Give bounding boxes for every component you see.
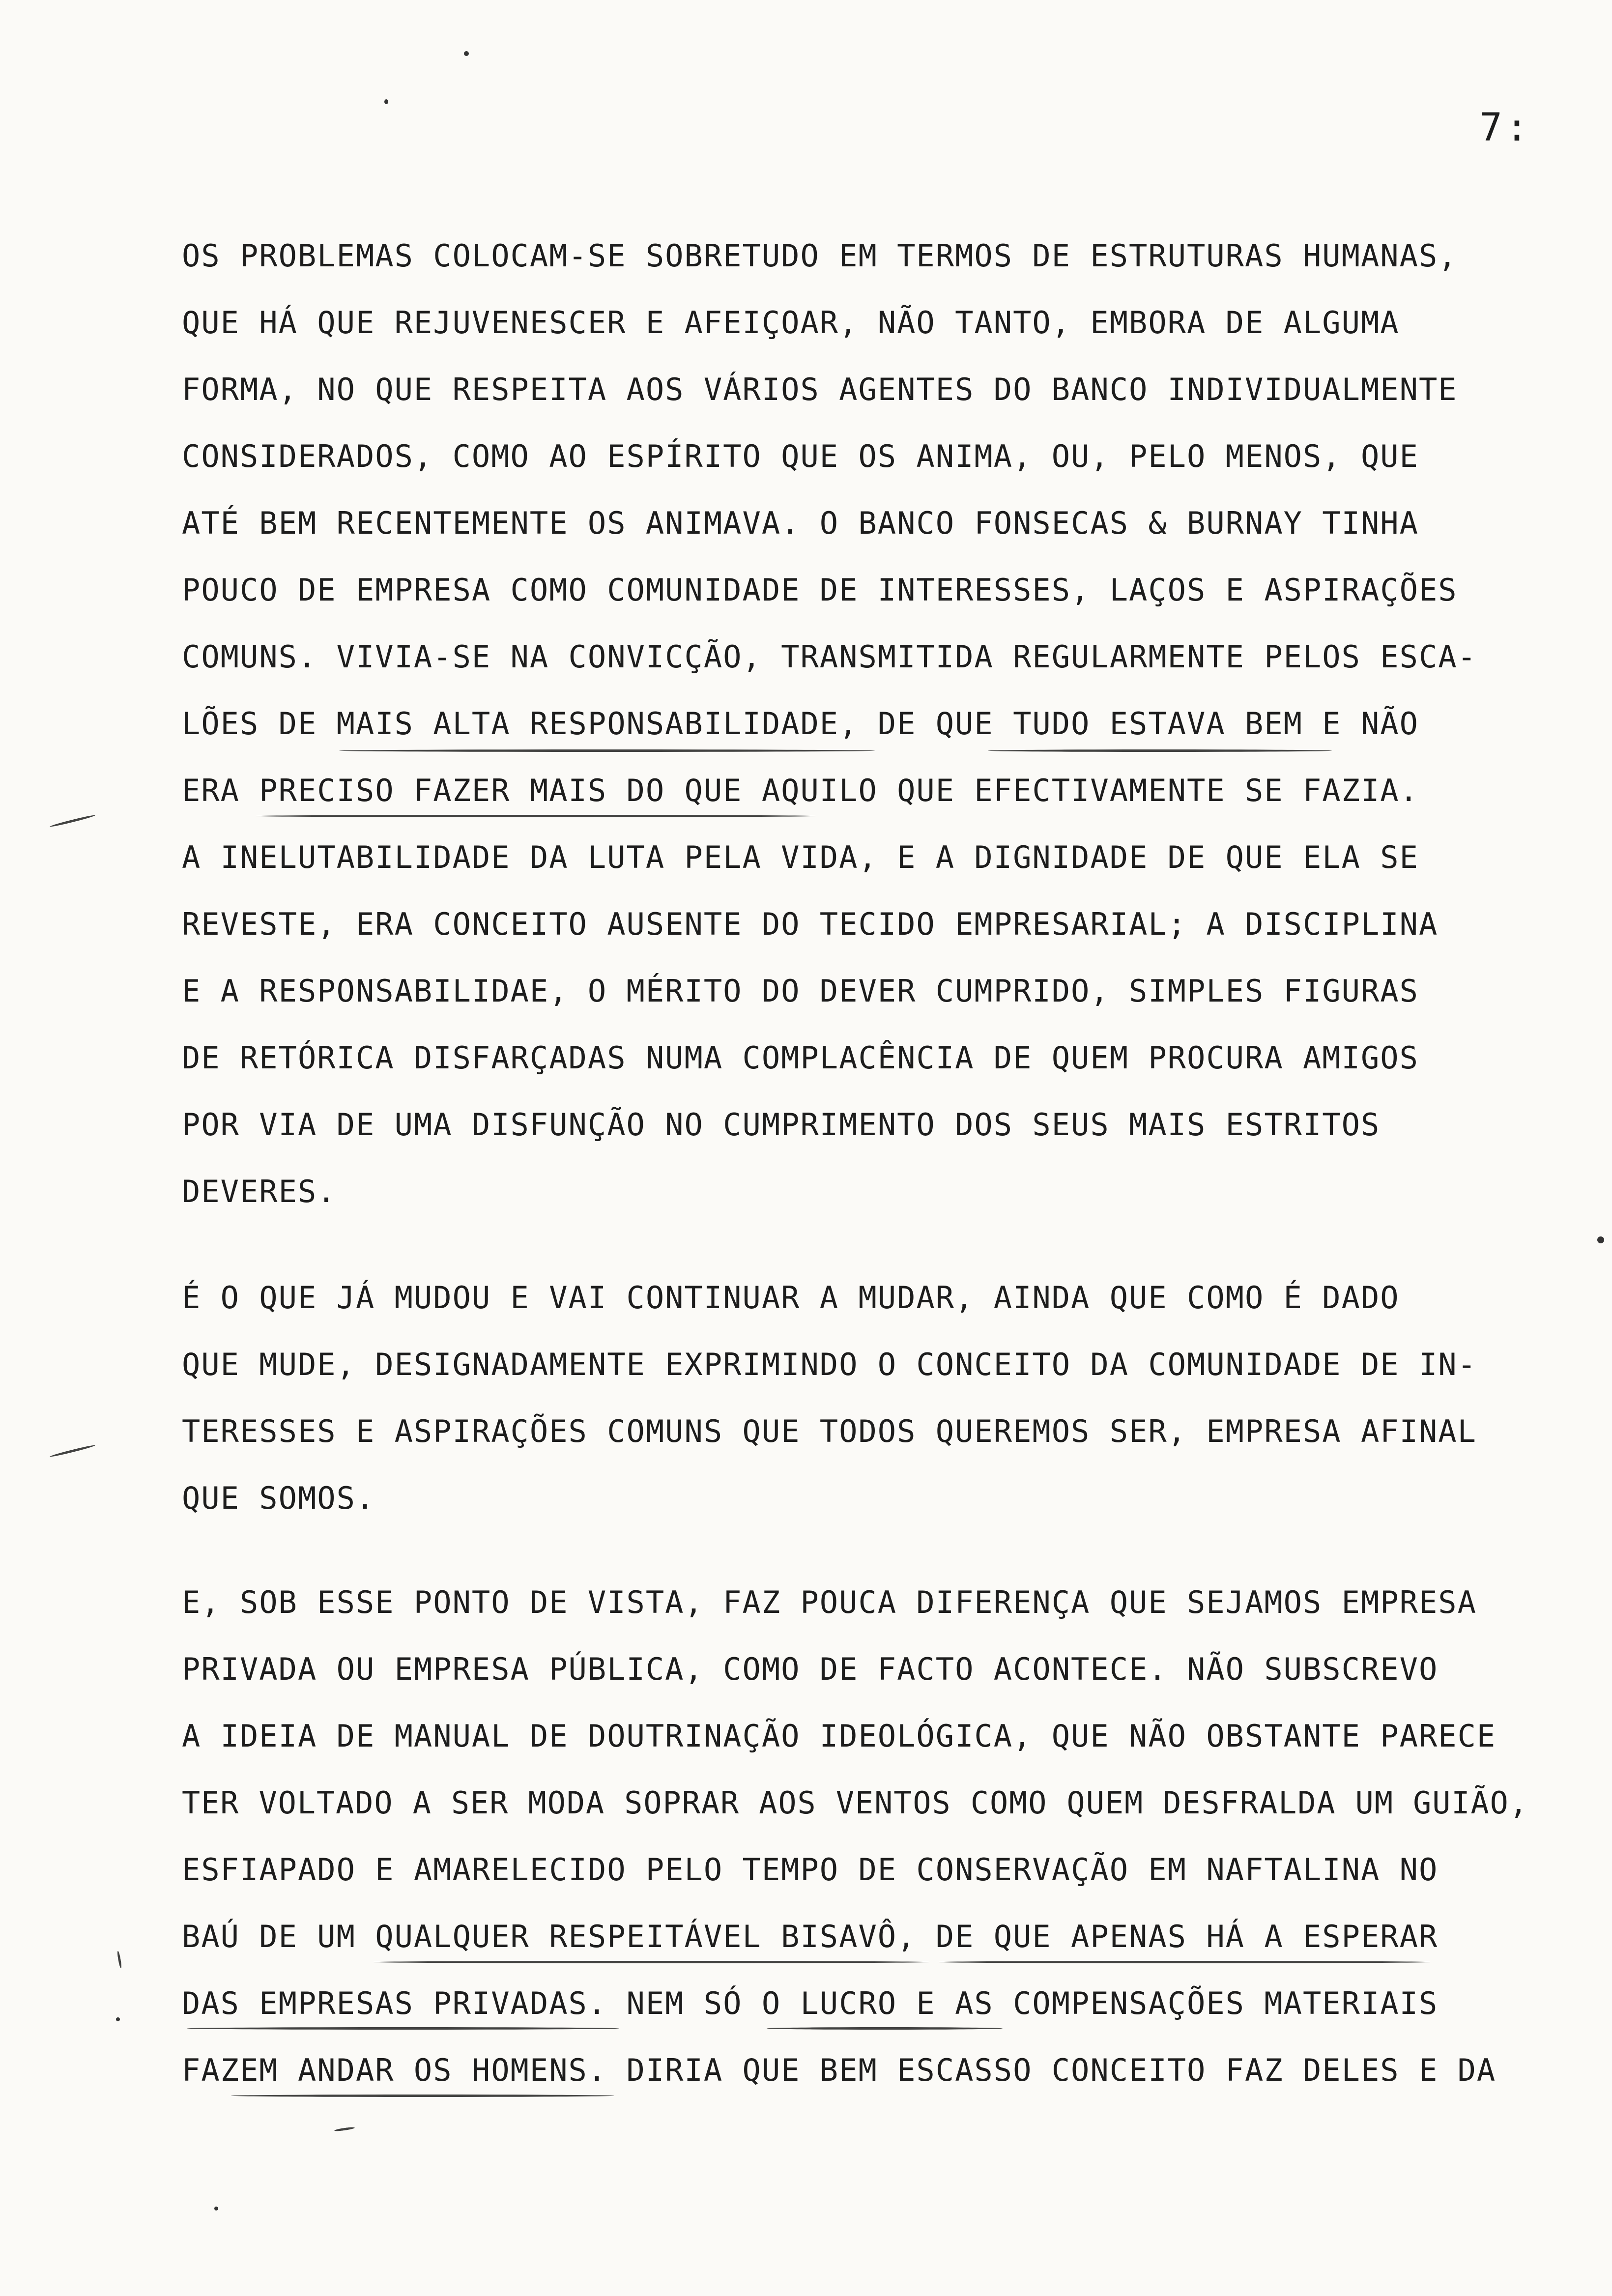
handwritten-underline — [231, 2095, 614, 2097]
text-line: E, SOB ESSE PONTO DE VISTA, FAZ POUCA DIFERENÇA QUE SEJAMOS EMPRESA — [182, 1584, 1477, 1620]
text-line: TERESSES E ASPIRAÇÕES COMUNS QUE TODOS QUEREMOS SER, EMPRESA AFINAL — [182, 1413, 1477, 1449]
text-line: É O QUE JÁ MUDOU E VAI CONTINUAR A MUDAR, AINDA QUE COMO É DADO — [182, 1280, 1400, 1316]
margin-mark — [50, 1444, 95, 1458]
handwritten-underline — [256, 815, 816, 817]
handwritten-underline — [939, 1961, 1430, 1963]
page-number: 7: — [1479, 106, 1531, 150]
text-line: REVESTE, ERA CONCEITO AUSENTE DO TECIDO EMPRESARIAL; A DISCIPLINA — [182, 906, 1439, 942]
handwritten-underline — [187, 2027, 619, 2030]
handwritten-underline — [767, 2027, 1003, 2030]
speck — [464, 51, 469, 56]
text-line: ATÉ BEM RECENTEMENTE OS ANIMAVA. O BANCO FONSECAS & BURNAY TINHA — [182, 505, 1419, 541]
text-line: DAS EMPRESAS PRIVADAS. NEM SÓ O LUCRO E AS COMPENSAÇÕES MATERIAIS — [182, 1985, 1439, 2021]
text-line: PRIVADA OU EMPRESA PÚBLICA, COMO DE FACTO ACONTECE. NÃO SUBSCREVO — [182, 1651, 1439, 1687]
text-line: ERA PRECISO FAZER MAIS DO QUE AQUILO QUE EFECTIVAMENTE SE FAZIA. — [182, 773, 1419, 808]
text-line: POUCO DE EMPRESA COMO COMUNIDADE DE INTERESSES, LAÇOS E ASPIRAÇÕES — [182, 572, 1458, 608]
margin-mark — [334, 2126, 355, 2132]
text-line: DEVERES. — [182, 1174, 337, 1209]
speck — [116, 2017, 120, 2021]
text-line: DE RETÓRICA DISFARÇADAS NUMA COMPLACÊNCIA DE QUEM PROCURA AMIGOS — [182, 1040, 1419, 1076]
text-line: COMUNS. VIVIA-SE NA CONVICÇÃO, TRANSMITIDA REGULARMENTE PELOS ESCA- — [182, 639, 1477, 675]
text-line: A INELUTABILIDADE DA LUTA PELA VIDA, E A DIGNIDADE DE QUE ELA SE — [182, 839, 1419, 875]
text-line: A IDEIA DE MANUAL DE DOUTRINAÇÃO IDEOLÓGICA, QUE NÃO OBSTANTE PARECE — [182, 1718, 1497, 1754]
margin-mark — [116, 1951, 122, 1968]
text-line: QUE HÁ QUE REJUVENESCER E AFEIÇOAR, NÃO TANTO, EMBORA DE ALGUMA — [182, 305, 1400, 341]
margin-mark — [50, 814, 95, 828]
text-line: TER VOLTADO A SER MODA SOPRAR AOS VENTOS COMO QUEM DESFRALDA UM GUIÃO, — [182, 1785, 1528, 1821]
text-line: QUE SOMOS. — [182, 1480, 375, 1516]
text-line: ESFIAPADO E AMARELECIDO PELO TEMPO DE CONSERVAÇÃO EM NAFTALINA NO — [182, 1852, 1439, 1888]
text-line: E A RESPONSABILIDAE, O MÉRITO DO DEVER CUMPRIDO, SIMPLES FIGURAS — [182, 973, 1419, 1009]
speck — [214, 2207, 218, 2210]
handwritten-underline — [374, 1961, 929, 1963]
speck — [1597, 1236, 1604, 1243]
text-line: POR VIA DE UMA DISFUNÇÃO NO CUMPRIMENTO DOS SEUS MAIS ESTRITOS — [182, 1107, 1381, 1143]
text-line: FAZEM ANDAR OS HOMENS. DIRIA QUE BEM ESCASSO CONCEITO FAZ DELES E DA — [182, 2052, 1497, 2088]
text-line: OS PROBLEMAS COLOCAM-SE SOBRETUDO EM TERMOS DE ESTRUTURAS HUMANAS, — [182, 238, 1458, 274]
text-line: CONSIDERADOS, COMO AO ESPÍRITO QUE OS ANIMA, OU, PELO MENOS, QUE — [182, 438, 1419, 474]
handwritten-underline — [339, 749, 875, 752]
text-line: LÕES DE MAIS ALTA RESPONSABILIDADE, DE QUE TUDO ESTAVA BEM E NÃO — [182, 706, 1419, 742]
text-line: QUE MUDE, DESIGNADAMENTE EXPRIMINDO O CONCEITO DA COMUNIDADE DE IN- — [182, 1347, 1477, 1382]
speck — [384, 99, 388, 104]
text-line: BAÚ DE UM QUALQUER RESPEITÁVEL BISAVÔ, DE QUE APENAS HÁ A ESPERAR — [182, 1919, 1439, 1954]
handwritten-underline — [988, 749, 1332, 752]
text-line: FORMA, NO QUE RESPEITA AOS VÁRIOS AGENTES DO BANCO INDIVIDUALMENTE — [182, 372, 1458, 407]
